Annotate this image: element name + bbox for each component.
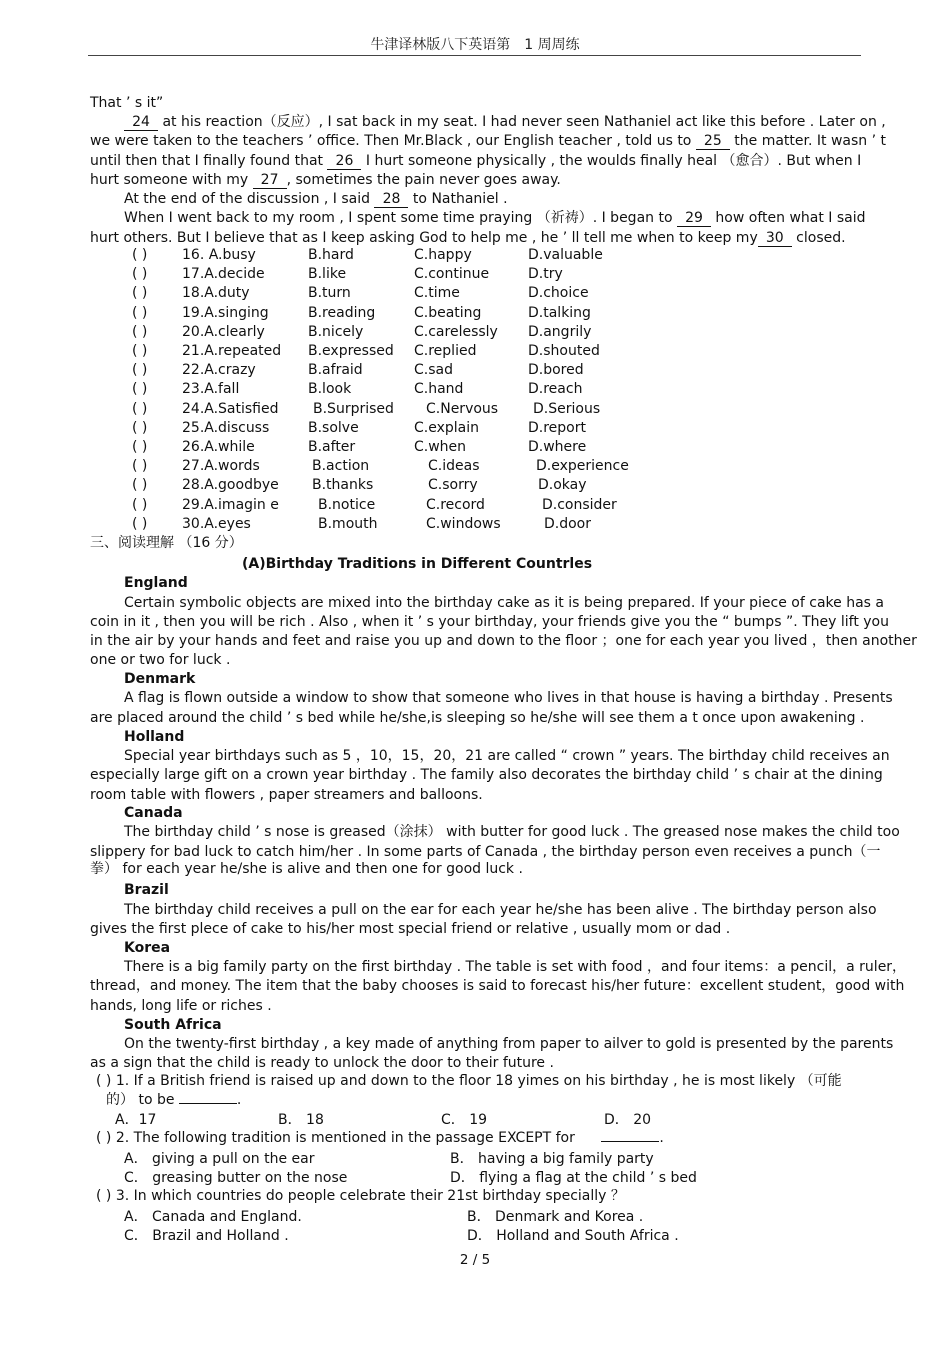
option-c: C.windows [426, 515, 501, 532]
option-a: 25.A.discuss [182, 419, 270, 436]
option-b: B.look [308, 381, 352, 398]
answer-bracket[interactable]: ( ) [132, 381, 148, 398]
option-c: C.beating [414, 304, 482, 321]
option-d: D.reach [528, 381, 583, 398]
answer-bracket[interactable]: ( ) [132, 477, 148, 494]
brazil-line-2: gives the first plece of cake to his/her most special friend or relative , usually mom or dad . [90, 921, 731, 937]
holland-line-2: especially large gift on a crown year birthday . The family also decorates the birthday child ’ s chair at the dining [90, 767, 883, 783]
england-line-4: one or two for luck . [90, 652, 231, 668]
q2-option-d: D． flying a flag at the child ’ s bed [450, 1170, 697, 1186]
south-africa-line-1: On the twenty-first birthday , a key made of anything from paper to ailver to gold is presented by the parents [124, 1036, 894, 1052]
option-d: D.report [528, 419, 586, 436]
heading-korea: Korea [124, 940, 171, 956]
option-d: D.okay [538, 477, 587, 494]
option-c: C.replied [414, 343, 477, 359]
option-d: D.bored [528, 362, 584, 379]
option-d: D.Serious [533, 400, 601, 417]
option-c: C.happy [414, 247, 472, 263]
blank-27: 27 [253, 172, 287, 189]
answer-bracket[interactable]: ( ) [132, 285, 148, 302]
q2-option-b: B． having a big family party [450, 1151, 654, 1167]
cloze-line-5 [90, 171, 561, 190]
q2-option-c: C． greasing butter on the nose [124, 1170, 348, 1186]
blank-25: 25 [696, 133, 730, 150]
cloze-text: how often what I said [710, 210, 866, 226]
answer-bracket[interactable]: ( ) [132, 419, 148, 436]
question-3: ( ) 3. In which countries do people celebrate their 21st birthday specially ？ [96, 1188, 625, 1204]
q2-option-a: A． giving a pull on the ear [124, 1151, 315, 1167]
option-a: 23.A.fall [182, 381, 240, 398]
header-rule [88, 55, 861, 56]
cloze-text: to Nathaniel . [408, 191, 508, 207]
option-d: D.talking [528, 304, 591, 321]
option-d: D.angrily [528, 323, 592, 340]
option-c: C.sad [414, 362, 453, 379]
option-b: B.action [312, 458, 370, 475]
option-c: C.Nervous [426, 400, 499, 417]
blank-30: 30 [758, 230, 792, 247]
option-c: C.sorry [428, 477, 478, 494]
question-2-text: ( ) 2. The following tradition is mentioned in the passage EXCEPT for [96, 1130, 575, 1146]
option-a: 17.A.decide [182, 266, 265, 283]
answer-blank[interactable] [601, 1141, 659, 1142]
heading-canada: Canada [124, 805, 183, 821]
answer-bracket[interactable]: ( ) [132, 496, 148, 513]
cloze-line-4 [90, 152, 861, 171]
option-a: 28.A.goodbye [182, 477, 279, 494]
blank-26: 26 [327, 153, 361, 170]
answer-blank[interactable] [179, 1103, 237, 1104]
option-a: 29.A.imagin e [182, 496, 279, 513]
option-b: B.nicely [308, 323, 364, 340]
answer-bracket[interactable]: ( ) [132, 266, 148, 283]
option-c: C.hand [414, 381, 464, 398]
blank-24: 24 [124, 114, 158, 131]
korea-line-1: There is a big family party on the first birthday . The table is set with food ，and four items：a pencil，a ruler， [124, 959, 907, 975]
england-line-3: in the air by your hands and feet and raise you up and down to the floor ；one for each year you lived ，then another [90, 633, 917, 649]
denmark-line-1: A flag is flown outside a window to show that someone who lives in that house is having a birthday . Presents [124, 690, 893, 706]
blank-29: 29 [677, 210, 711, 227]
holland-line-1: Special year birthdays such as 5 ，10，15，20，21 are called “ crown ” years. The birthday child receives an [124, 748, 890, 764]
option-d: D.where [528, 439, 587, 455]
question-1-text: 的） to be [106, 1092, 175, 1108]
heading-england: England [124, 575, 188, 591]
cloze-line-1: That ’ s it” [90, 95, 164, 111]
brazil-line-1: The birthday child receives a pull on the ear for each year he/she has been alive . The birthday person also [124, 902, 877, 918]
option-b: B.like [308, 266, 347, 283]
cloze-text: at his reaction（反应）, I sat back in my seat. I had never seen Nathaniel act like this before . Later on , [158, 114, 886, 130]
option-a: 22.A.crazy [182, 362, 256, 379]
cloze-text: I hurt someone physically , the woulds finally heal （愈合）. But when I [361, 153, 862, 169]
option-a: 20.A.clearly [182, 323, 265, 340]
option-a: 19.A.singing [182, 304, 269, 321]
q3-option-c: C． Brazil and Holland . [124, 1228, 289, 1244]
q1-option-b: B． 18 [278, 1112, 324, 1128]
canada-line-2: slippery for bad luck to catch him/her . In some parts of Canada , the birthday person even receives a punch（一 [90, 844, 881, 860]
south-africa-line-2: as a sign that the child is ready to unlock the door to their future . [90, 1055, 554, 1071]
question-1-cont: 的） to be . [106, 1092, 242, 1108]
option-d: D.valuable [528, 247, 603, 263]
option-b: B.hard [308, 247, 354, 263]
option-b: B.notice [318, 496, 376, 513]
answer-bracket[interactable]: ( ) [132, 458, 148, 475]
canada-line-1: The birthday child ’ s nose is greased（涂抹） with butter for good luck . The greased nose makes the child too [124, 824, 900, 840]
option-c: C.time [414, 285, 460, 302]
answer-bracket[interactable]: ( ) [132, 439, 148, 455]
option-c: C.ideas [428, 458, 480, 475]
answer-bracket[interactable]: ( ) [132, 304, 148, 321]
option-d: D.consider [542, 496, 617, 513]
canada-line-3: 拳） for each year he/she is alive and then one for good luck . [90, 861, 523, 877]
answer-bracket[interactable]: ( ) [132, 323, 148, 340]
answer-bracket[interactable]: ( ) [132, 400, 148, 417]
england-line-1: Certain symbolic objects are mixed into the birthday cake as it is being prepared. If your piece of cake has a [124, 595, 884, 611]
option-c: C.carelessly [414, 323, 498, 340]
option-b: B.after [308, 439, 356, 455]
option-b: B.reading [308, 304, 376, 321]
q1-option-c: C． 19 [441, 1112, 488, 1128]
cloze-text: When I went back to my room , I spent some time praying （祈祷）. I began to [124, 210, 677, 226]
passage-title: (A)Birthday Traditions in Different Countrles [242, 556, 593, 572]
cloze-text: closed. [791, 230, 846, 246]
korea-line-3: hands, long life or riches . [90, 998, 272, 1014]
option-b: B.afraid [308, 362, 363, 379]
q1-option-a: A．17 [115, 1112, 157, 1128]
korea-line-2: thread，and money. The item that the baby chooses is said to forecast his/her future：excellent student，good with [90, 978, 905, 994]
option-a: 26.A.while [182, 439, 255, 455]
answer-bracket[interactable]: ( ) [132, 362, 148, 379]
answer-bracket[interactable]: ( ) [132, 343, 148, 359]
option-b: B.thanks [312, 477, 374, 494]
q1-option-d: D． 20 [604, 1112, 652, 1128]
cloze-text: the matter. It wasn ’ t [729, 133, 886, 149]
option-a: 27.A.words [182, 458, 260, 475]
question-1: ( ) 1. If a British friend is raised up and down to the floor 18 yimes on his birthday , he is most likely （可能 [96, 1073, 842, 1089]
option-d: D.door [544, 515, 592, 532]
option-b: B.mouth [318, 515, 378, 532]
cloze-text: , sometimes the pain never goes away. [286, 172, 561, 188]
option-d: D.choice [528, 285, 589, 302]
heading-south-africa: South Africa [124, 1017, 222, 1033]
option-d: D.shouted [528, 343, 600, 359]
option-d: D.try [528, 266, 563, 283]
q3-option-d: D． Holland and South Africa . [467, 1228, 679, 1244]
cloze-text: hurt others. But I believe that as I keep asking God to help me , he ’ ll tell me when to keep my [90, 230, 758, 246]
answer-bracket[interactable]: ( ) [132, 247, 148, 263]
cloze-text: until then that I finally found that [90, 153, 328, 169]
option-a: 18.A.duty [182, 285, 250, 302]
cloze-line-7 [124, 209, 866, 228]
option-c: C.when [414, 439, 467, 455]
answer-bracket[interactable]: ( ) [132, 515, 148, 532]
option-c: C.continue [414, 266, 490, 283]
heading-holland: Holland [124, 729, 185, 745]
cloze-text: hurt someone with my [90, 172, 253, 188]
option-a: 30.A.eyes [182, 515, 251, 532]
q3-option-b: B． Denmark and Korea . [467, 1209, 644, 1225]
blank-28: 28 [374, 191, 408, 208]
page-header: 牛津译林版八下英语第 1 周周练 [370, 37, 580, 53]
heading-denmark: Denmark [124, 671, 196, 687]
option-a: 21.A.repeated [182, 343, 282, 359]
heading-brazil: Brazil [124, 882, 169, 898]
option-b: B.solve [308, 419, 359, 436]
option-b: B.expressed [308, 343, 394, 359]
option-a: 16. A.busy [182, 247, 256, 263]
q3-option-a: A． Canada and England. [124, 1209, 302, 1225]
section-heading: 三、阅读理解 （16 分） [90, 535, 243, 551]
option-d: D.experience [536, 458, 629, 475]
cloze-line-2 [124, 113, 886, 132]
option-b: B.turn [308, 285, 351, 302]
england-line-2: coin in it , then you will be rich . Also , when it ’ s your birthday, your friends give you the “ bumps ”. They lift you [90, 614, 889, 630]
question-2: ( ) 2. The following tradition is mentioned in the passage EXCEPT for . [96, 1130, 664, 1146]
option-a: 24.A.Satisfied [182, 400, 279, 417]
holland-line-3: room table with flowers , paper streamers and balloons. [90, 787, 483, 803]
option-c: C.explain [414, 419, 479, 436]
page-number: 2 / 5 [459, 1252, 491, 1268]
cloze-text: At the end of the discussion , I said [124, 191, 375, 207]
cloze-line-6 [124, 190, 508, 209]
denmark-line-2: are placed around the child ’ s bed while he/she,is sleeping so he/she will see them a t once upon awakening . [90, 710, 865, 726]
cloze-line-3 [90, 132, 886, 151]
option-b: B.Surprised [313, 400, 394, 417]
cloze-text: we were taken to the teachers ’ office. Then Mr.Black , our English teacher , told us to [90, 133, 696, 149]
option-c: C.record [426, 496, 485, 513]
